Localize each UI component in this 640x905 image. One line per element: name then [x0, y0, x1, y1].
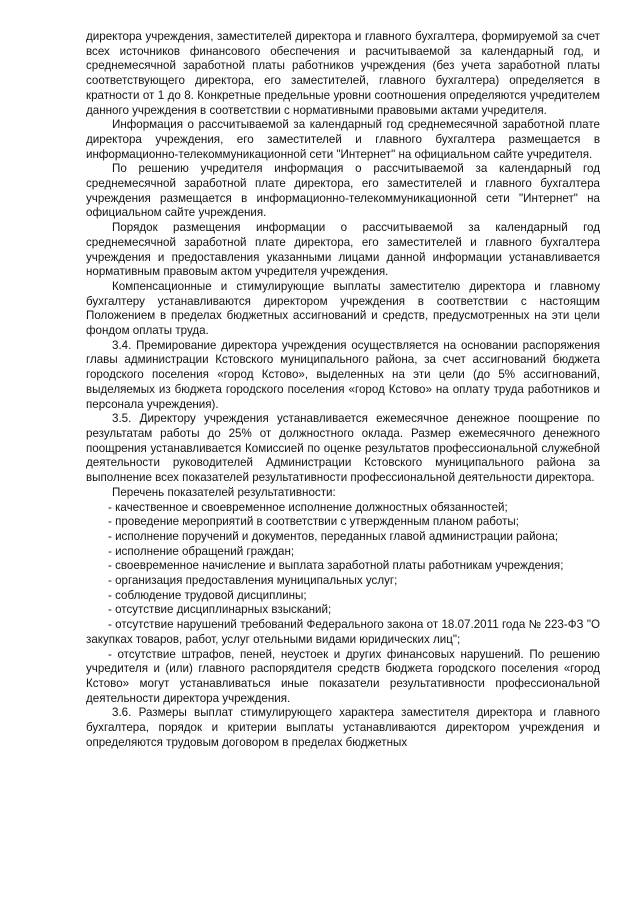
- paragraph-3-6-deputy-payments: 3.6. Размеры выплат стимулирующего характера заместителя директора и главного бухгалтера, порядок и критерии выплаты устанавливаются директором учреждения и определяются трудовым договором в пределах бюджетных: [86, 706, 600, 749]
- paragraph-compensation-payments: Компенсационные и стимулирующие выплаты заместителю директора и главному бухгалтеру устанавливаются директором учреждения в соответствии с настоящим Положением в пределах бюджетных ассигнований и средств, предусмотренных на эти цели фондом оплаты труда.: [86, 279, 600, 338]
- paragraph-info-institution-site: По решению учредителя информация о рассчитываемой за календарный год среднемесячной заработной плате директора, его заместителей и главного бухгалтера учреждения размещается в информационно-телекоммуникационной сети "Интернет" на официальном сайте учреждения.: [86, 162, 600, 220]
- paragraph-info-founder-site: Информация о рассчитываемой за календарный год среднемесячной заработной плате директора учреждения, его заместителей и главного бухгалтера размещается в информационно-телекоммуникационной сети "Интернет" на официальном сайте учредителя.: [86, 118, 600, 161]
- paragraph-indicators-heading: Перечень показателей результативности:: [112, 485, 336, 499]
- paragraph-publication-procedure: Порядок размещения информации о рассчитываемой за календарный год среднемесячной заработной плате директора, его заместителей и главного бухгалтера учреждения и предоставления указанными лицами данной информации устанавливается нормативным правовым актом учредителя учреждения.: [86, 221, 600, 279]
- list-item: - исполнение обращений граждан;: [108, 544, 295, 558]
- list-item: - отсутствие нарушений требований Федерального закона от 18.07.2011 года № 223-ФЗ "О закупках товаров, работ, услуг отельными видами юридических лиц";: [86, 618, 600, 646]
- list-item: - соблюдение трудовой дисциплины;: [108, 588, 307, 602]
- list-item: - отсутствие штрафов, пеней, неустоек и других финансовых нарушений. По решению учредителя и (или) главного распорядителя средств бюджета городского поселения «город Кстово» могут устанавливаться иные показатели результативности профессиональной деятельности директора учреждения.: [86, 647, 600, 705]
- list-item: - исполнение поручений и документов, переданных главой администрации района;: [108, 529, 559, 543]
- paragraph-3-5-monthly-incentive: 3.5. Директору учреждения устанавливается ежемесячное денежное поощрение по результатам работы до 25% от должностного оклада. Размер ежемесячного денежного поощрения устанавливается Комиссией по оценке результатов профессиональной служебной деятельности руководителей Администрации Кстовского муниципального района за выполнение всех показателей результативности профессиональной деятельности директора.: [86, 412, 600, 485]
- list-item: - организация предоставления муниципальных услуг;: [108, 574, 398, 588]
- list-item: - проведение мероприятий в соответствии с утвержденным планом работы;: [108, 515, 519, 529]
- list-item: - своевременное начисление и выплата заработной платы работникам учреждения;: [108, 559, 564, 573]
- list-item: - качественное и своевременное исполнение должностных обязанностей;: [108, 500, 508, 514]
- paragraph-3-4-bonus: 3.4. Премирование директора учреждения осуществляется на основании распоряжения главы администрации Кстовского муниципального района, за счет ассигнований бюджета городского поселения «город Кстово», выделенных на эти цели (до 5% ассигнований, выделяемых из бюджета городского поселения «город Кстово» на оплату труда работников и персонала учреждения).: [86, 338, 600, 411]
- paragraph-salary-ratio: директора учреждения, заместителей директора и главного бухгалтера, формируемой за счет всех источников финансового обеспечения и расчитываемой за календарный год, и среднемесячной заработной платы работников учреждения (без учета заработной платы соответствующего директора, его заместителей, главного бухгалтера) определяется в кратности от 1 до 8. Конкретные предельные уровни соотношения определяются учредителем данного учреждения в соответствии с нормативными правовыми актами учредителя.: [86, 30, 600, 117]
- list-item: - отсутствие дисциплинарных взысканий;: [108, 603, 332, 617]
